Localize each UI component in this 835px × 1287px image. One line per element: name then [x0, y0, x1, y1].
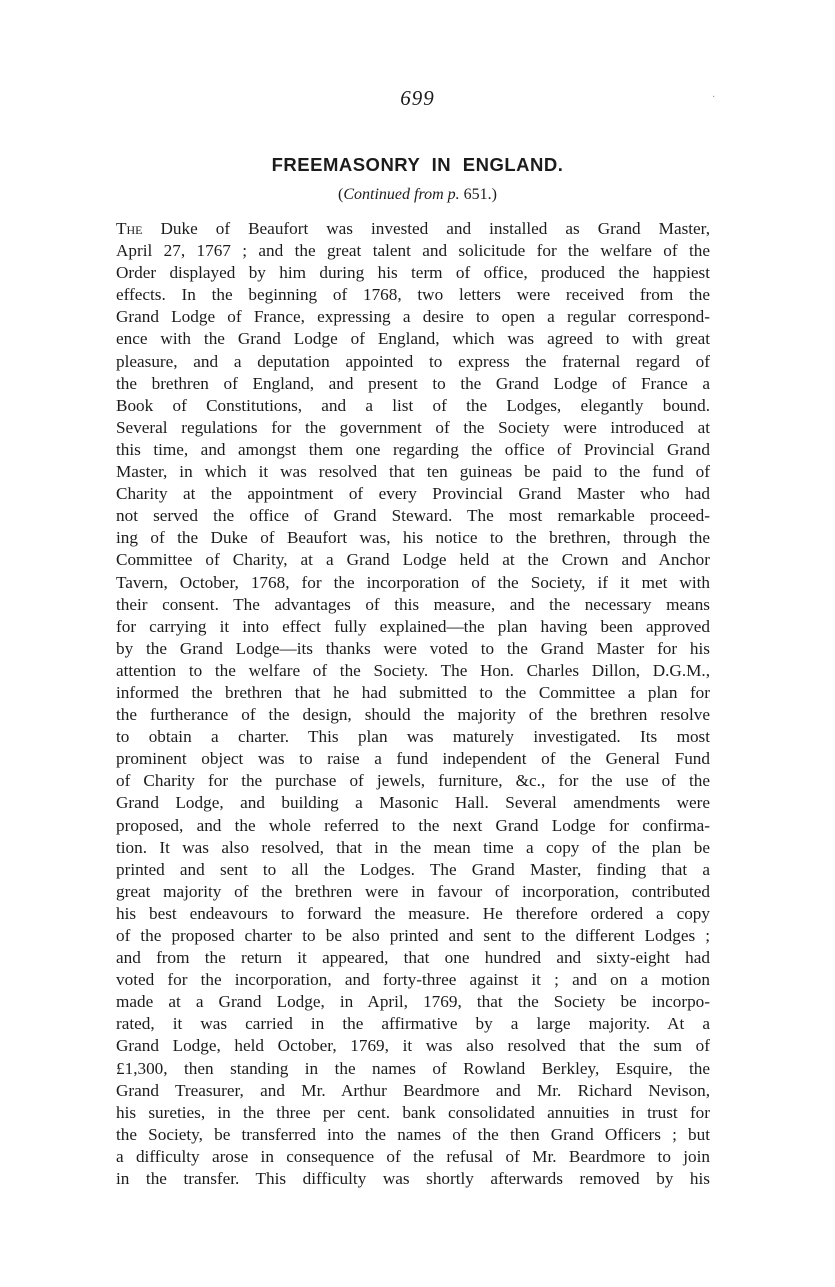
- body-line: Grand Treasurer, and Mr. Arthur Beardmore and Mr. Richard Nevison,: [116, 1080, 710, 1100]
- body-line: and from the return it appeared, that one hundred and sixty-eight had: [116, 948, 710, 968]
- body-line: voted for the incorporation, and forty-three against it ; and on a motion: [116, 970, 710, 990]
- body-line: of the proposed charter to be also printed and sent to the different Lodges ;: [116, 926, 710, 945]
- body-line: Order displayed by him during his term of office, produced the happiest: [116, 263, 710, 283]
- body-line: this time, and amongst them one regarding the office of Provincial Grand: [116, 439, 710, 459]
- body-line: Several regulations for the government of the Society were introduced at: [116, 417, 710, 437]
- body-line: tion. It was also resolved, that in the mean time a copy of the plan be: [116, 837, 710, 857]
- page-number: 699: [400, 86, 435, 110]
- body-line: rated, it was carried in the affirmative by a large majority. At a: [116, 1014, 710, 1034]
- body-line: in the transfer. This difficulty was shortly afterwards removed by his: [116, 1169, 710, 1189]
- body-line: [116, 218, 710, 240]
- body-line: ing of the Duke of Beaufort was, his notice to the brethren, through the: [116, 528, 710, 548]
- body-line: his sureties, in the three per cent. bank consolidated annuities in trust for: [116, 1102, 710, 1122]
- body-line: Grand Lodge of France, expressing a desire to open a regular correspond-: [116, 307, 710, 327]
- body-line: Committee of Charity, at a Grand Lodge held at the Crown and Anchor: [116, 550, 710, 570]
- body-line: Book of Constitutions, and a list of the Lodges, elegantly bound.: [116, 395, 710, 415]
- body-line: the Society, be transferred into the names of the then Grand Officers ; but: [116, 1124, 710, 1144]
- body-line: his best endeavours to forward the measure. He therefore ordered a copy: [116, 903, 710, 923]
- body-line: the furtherance of the design, should the majority of the brethren resolve: [116, 705, 710, 725]
- body-line: great majority of the brethren were in favour of incorporation, contributed: [116, 881, 710, 901]
- subtitle-open: (: [338, 186, 344, 203]
- body-line: £1,300, then standing in the names of Rowland Berkley, Esquire, the: [116, 1058, 710, 1078]
- body-line: the brethren of England, and present to the Grand Lodge of France a: [116, 373, 710, 393]
- body-line: of Charity for the purchase of jewels, furniture, &c., for the use of the: [116, 771, 710, 791]
- body-line: by the Grand Lodge—its thanks were voted to the Grand Master for his: [116, 638, 710, 658]
- body-line: ence with the Grand Lodge of England, which was agreed to with great: [116, 329, 710, 349]
- article-subtitle: [0, 186, 835, 204]
- body-line-text: Duke of Beaufort was invested and installed as Grand Master,: [142, 219, 710, 238]
- stray-mark: ·: [712, 92, 716, 103]
- body-line: made at a Grand Lodge, in April, 1769, that the Society be incorpo-: [116, 992, 710, 1012]
- body-line: their consent. The advantages of this measure, and the necessary means: [116, 594, 710, 614]
- body-line: informed the brethren that he had submitted to the Committee a plan for: [116, 682, 710, 702]
- body-line: a difficulty arose in consequence of the refusal of Mr. Beardmore to join: [116, 1146, 710, 1166]
- body-line: Grand Lodge, held October, 1769, it was also resolved that the sum of: [116, 1036, 710, 1056]
- subtitle-page: 651.): [459, 186, 497, 203]
- body-line: proposed, and the whole referred to the next Grand Lodge for confirma-: [116, 815, 710, 835]
- body-line: April 27, 1767 ; and the great talent and solicitude for the welfare of the: [116, 241, 710, 261]
- body-line: attention to the welfare of the Society. The Hon. Charles Dillon, D.G.M.,: [116, 660, 710, 680]
- body-line: Grand Lodge, and building a Masonic Hall. Several amendments were: [116, 793, 710, 813]
- article-body: [116, 218, 710, 1190]
- body-line: Master, in which it was resolved that ten guineas be paid to the fund of: [116, 462, 710, 482]
- body-line: Charity at the appointment of every Provincial Grand Master who had: [116, 484, 710, 504]
- subtitle-continued: Continued from p.: [343, 186, 460, 203]
- body-line: pleasure, and a deputation appointed to express the fraternal regard of: [116, 351, 710, 371]
- body-line: Tavern, October, 1768, for the incorporation of the Society, if it met with: [116, 572, 710, 592]
- body-line: effects. In the beginning of 1768, two letters were received from the: [116, 285, 710, 305]
- body-line: to obtain a charter. This plan was maturely investigated. Its most: [116, 727, 710, 747]
- body-line: prominent object was to raise a fund independent of the General Fund: [116, 749, 710, 769]
- lead-word: The: [116, 219, 143, 238]
- body-line: printed and sent to all the Lodges. The Grand Master, finding that a: [116, 859, 710, 879]
- body-line: not served the office of Grand Steward. The most remarkable proceed-: [116, 506, 710, 526]
- body-line: for carrying it into effect fully explained—the plan having been approved: [116, 616, 710, 636]
- article-title: FREEMASONRY IN ENGLAND.: [271, 154, 564, 175]
